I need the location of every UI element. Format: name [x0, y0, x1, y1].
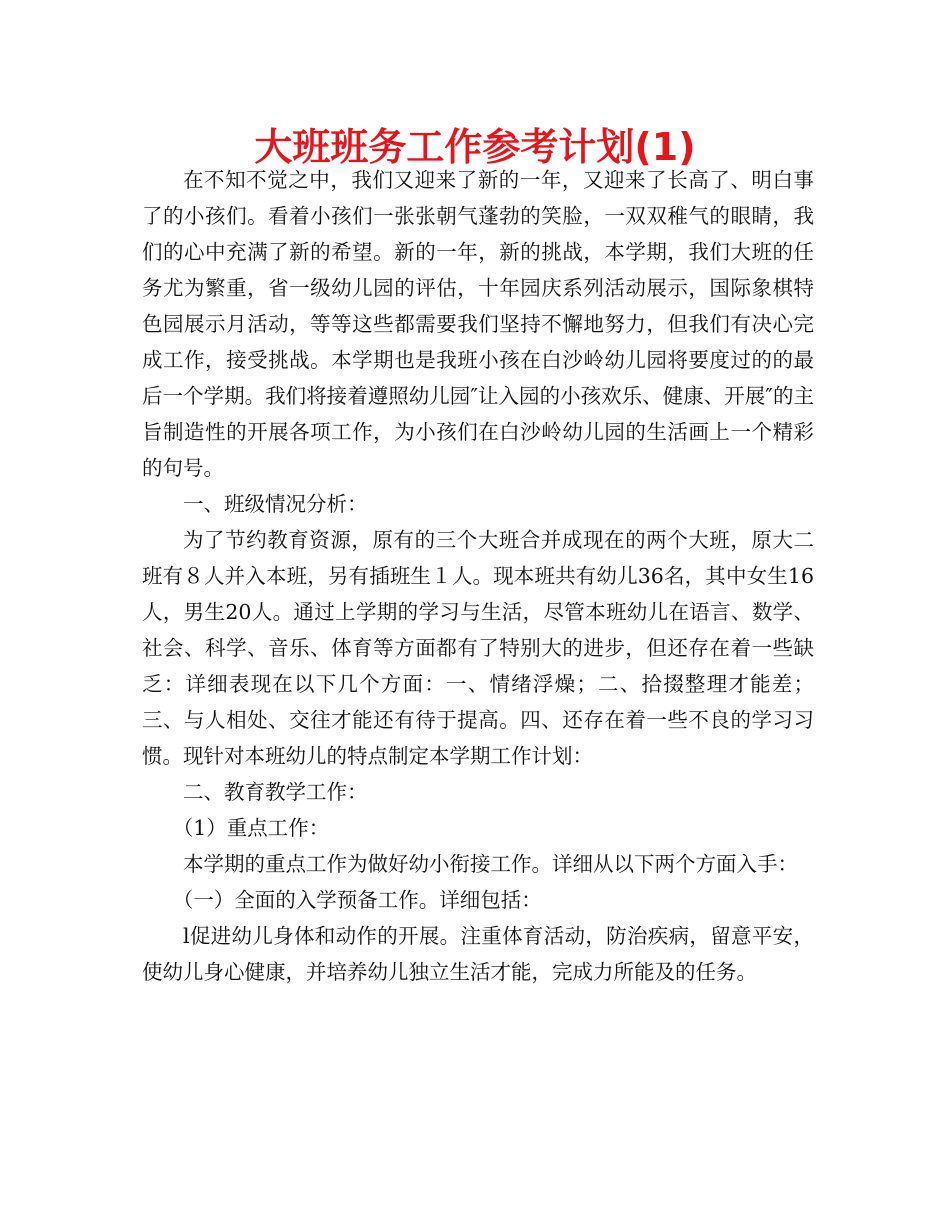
- subheading-school-preparation: （一）全面的入学预备工作。详细包括：: [172, 888, 542, 912]
- section-heading-teaching-work: 二、教育教学工作：: [183, 780, 368, 804]
- class-analysis-paragraph: 为了节约教育资源，原有的三个大班合并成现在的两个大班，原大二班有８人并入本班，另有插班生１人。现本班共有幼儿36名，其中女生16人，男生20人。通过上学期的学习与生活，尽管本班幼儿在语言、数学、社会、科学、音乐、体育等方面都有了特别大的进步，但还存在着一些缺乏：详细表现在以下几个方面：一、情绪浮燥；二、拾掇整理才能差；三、与人相处、交往才能还有待于提高。四、还存在着一些不良的学习习惯。现针对本班幼儿的特点制定本学期工作计划：: [142, 528, 814, 768]
- section-heading-class-analysis: 一、班级情况分析：: [183, 492, 368, 516]
- key-work-paragraph: 本学期的重点工作为做好幼小衔接工作。详细从以下两个方面入手：: [183, 852, 798, 876]
- document-body: [142, 162, 814, 990]
- subheading-key-work: （1）重点工作：: [172, 816, 330, 840]
- physical-development-paragraph: l促进幼儿身体和动作的开展。注重体育活动，防治疾病，留意平安，使幼儿身心健康，并培养幼儿独立生活才能，完成力所能及的任务。: [142, 924, 814, 984]
- document-title: 大班班务工作参考计划(1): [254, 125, 696, 169]
- intro-paragraph: 在不知不觉之中，我们又迎来了新的一年，又迎来了长高了、明白事了的小孩们。看着小孩们一张张朝气蓬勃的笑脸，一双双稚气的眼睛，我们的心中充满了新的希望。新的一年，新的挑战，本学期，我们大班的任务尤为繁重，省一级幼儿园的评估，十年园庆系列活动展示，国际象棋特色园展示月活动，等等这些都需要我们坚持不懈地努力，但我们有决心完成工作，接受挑战。本学期也是我班小孩在白沙岭幼儿园将要度过的的最后一个学期。我们将接着遵照幼儿园″让入园的小孩欢乐、健康、开展″的主旨制造性的开展各项工作，为小孩们在白沙岭幼儿园的生活画上一个精彩的句号。: [142, 168, 814, 480]
